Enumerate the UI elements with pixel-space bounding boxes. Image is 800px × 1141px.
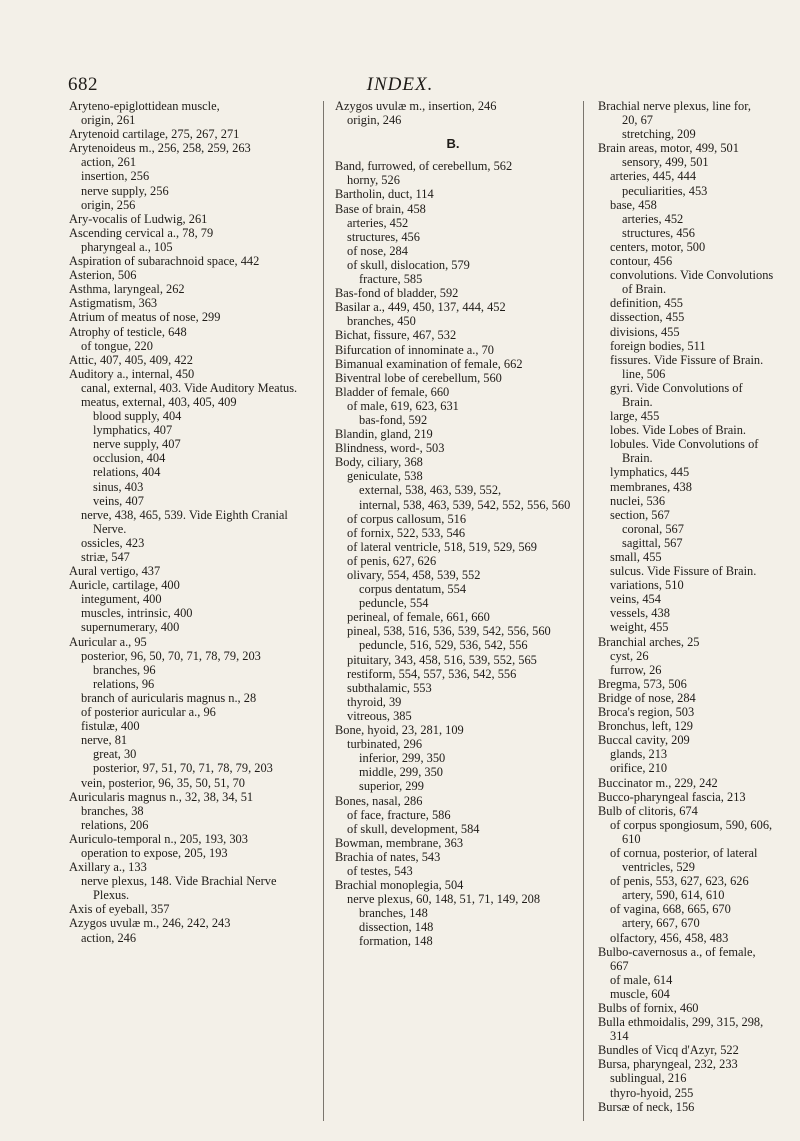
index-entry: large, 455 bbox=[610, 409, 660, 424]
index-entry: of skull, development, 584 bbox=[347, 821, 480, 836]
index-entry: Bifurcation of innominate a., 70 bbox=[335, 342, 494, 357]
index-entry: Bulb of clitoris, 674 bbox=[598, 803, 698, 818]
index-entry: nerve, 81 bbox=[81, 733, 128, 748]
index-entry: Bursæ of neck, 156 bbox=[598, 1099, 695, 1114]
index-entry: Atrium of meatus of nose, 299 bbox=[69, 310, 221, 325]
index-entry: of skull, dislocation, 579 bbox=[347, 257, 470, 272]
index-entry: subthalamic, 553 bbox=[347, 680, 432, 695]
index-entry: olivary, 554, 458, 539, 552 bbox=[347, 568, 481, 582]
index-entry: action, 246 bbox=[81, 930, 137, 945]
index-entry: of penis, 627, 626 bbox=[347, 553, 437, 568]
index-entry: of nose, 284 bbox=[347, 243, 408, 258]
index-column-3 bbox=[598, 99, 776, 1114]
page-number: 682 bbox=[68, 74, 98, 95]
index-entry: foreign bodies, 511 bbox=[610, 338, 706, 353]
index-entry: muscles, intrinsic, 400 bbox=[81, 606, 193, 621]
index-entry: striæ, 547 bbox=[81, 550, 130, 564]
index-entry: divisions, 455 bbox=[610, 324, 680, 339]
index-entry: centers, motor, 500 bbox=[610, 239, 706, 254]
index-entry: of corpus spongiosum, 590, 606, 610 bbox=[610, 817, 773, 846]
index-entry: Aspiration of subarachnoid space, 442 bbox=[69, 254, 260, 269]
index-entry: vein, posterior, 96, 35, 50, 51, 70 bbox=[81, 775, 246, 790]
index-entry: Brachia of nates, 543 bbox=[335, 849, 441, 864]
index-entry: Broca's region, 503 bbox=[598, 705, 695, 720]
index-entry: of corpus callosum, 516 bbox=[347, 511, 467, 526]
index-entry: of tongue, 220 bbox=[81, 338, 153, 353]
index-entry: of face, fracture, 586 bbox=[347, 807, 451, 822]
index-entry: origin, 256 bbox=[81, 197, 136, 212]
index-column-2 bbox=[335, 99, 571, 949]
index-entry: of posterior auricular a., 96 bbox=[81, 705, 216, 720]
index-entry: arteries, 452 bbox=[622, 211, 684, 226]
index-entry: of testes, 543 bbox=[347, 863, 413, 878]
index-entry: Atrophy of testicle, 648 bbox=[69, 324, 187, 339]
index-entry: action, 261 bbox=[81, 155, 137, 170]
index-entry: Bursa, pharyngeal, 232, 233 bbox=[598, 1057, 738, 1072]
index-entry: Bulbo-cavernosus a., of female, 667 bbox=[598, 944, 756, 973]
index-entry: of penis, 553, 627, 623, 626 bbox=[610, 874, 749, 889]
index-entry: Aryteno-epiglottidean muscle, bbox=[69, 99, 220, 113]
index-entry: origin, 246 bbox=[347, 113, 402, 128]
index-entry: Brain areas, motor, 499, 501 bbox=[598, 141, 739, 156]
index-entry: great, 30 bbox=[93, 747, 137, 762]
index-entry: Buccal cavity, 209 bbox=[598, 733, 690, 748]
index-entry: branch of auricularis magnus n., 28 bbox=[81, 690, 257, 705]
column-rule bbox=[583, 101, 584, 1121]
index-entry: structures, 456 bbox=[347, 229, 420, 244]
index-entry: Bronchus, left, 129 bbox=[598, 719, 693, 734]
index-entry: nerve supply, 256 bbox=[81, 183, 169, 198]
index-entry: Astigmatism, 363 bbox=[69, 296, 158, 311]
index-entry: Bladder of female, 660 bbox=[335, 384, 450, 399]
index-entry: olfactory, 456, 458, 483 bbox=[610, 930, 729, 945]
index-entry: Axillary a., 133 bbox=[69, 860, 147, 875]
index-entry: line, 506 bbox=[622, 366, 666, 381]
index-entry: of male, 619, 623, 631 bbox=[347, 398, 459, 413]
index-entry: Azygos uvulæ m., insertion, 246 bbox=[335, 99, 497, 113]
index-entry: Bones, nasal, 286 bbox=[335, 793, 423, 808]
index-entry: Auditory a., internal, 450 bbox=[69, 366, 195, 381]
index-entry: Bone, hyoid, 23, 281, 109 bbox=[335, 723, 464, 738]
index-entry: pituitary, 343, 458, 516, 539, 552, 565 bbox=[347, 652, 537, 667]
index-entry: peduncle, 554 bbox=[359, 596, 429, 611]
index-entry: Auricularis magnus n., 32, 38, 34, 51 bbox=[69, 789, 254, 804]
index-entry: Axis of eyeball, 357 bbox=[69, 902, 170, 917]
index-entry: lobes. Vide Lobes of Brain. bbox=[610, 423, 746, 438]
index-entry: sinus, 403 bbox=[93, 479, 144, 494]
index-entry: relations, 96 bbox=[93, 676, 155, 691]
index-entry: Biventral lobe of cerebellum, 560 bbox=[335, 370, 502, 385]
index-entry: weight, 455 bbox=[610, 620, 669, 635]
index-entry: Bregma, 573, 506 bbox=[598, 676, 687, 691]
index-entry: of cornua, posterior, of lateral ventricles, 529 bbox=[610, 845, 758, 875]
index-entry: sulcus. Vide Fissure of Brain. bbox=[610, 564, 757, 579]
index-entry: sublingual, 216 bbox=[610, 1071, 687, 1086]
index-entry: furrow, 26 bbox=[610, 662, 662, 677]
index-entry: integument, 400 bbox=[81, 592, 162, 607]
index-entry: branches, 450 bbox=[347, 314, 416, 329]
index-entry: formation, 148 bbox=[359, 934, 433, 949]
index-entry: of fornix, 522, 533, 546 bbox=[347, 525, 466, 540]
index-entry: Auricle, cartilage, 400 bbox=[69, 578, 180, 593]
index-entry: sagittal, 567 bbox=[622, 535, 683, 550]
index-entry: Blindness, word-, 503 bbox=[335, 441, 445, 456]
index-entry: arteries, 445, 444 bbox=[610, 169, 697, 184]
index-entry: operation to expose, 205, 193 bbox=[81, 845, 228, 860]
index-entry: posterior, 96, 50, 70, 71, 78, 79, 203 bbox=[81, 648, 261, 663]
index-entry: convolutions. Vide Convolutions of Brain. bbox=[610, 268, 774, 297]
index-entry: cyst, 26 bbox=[610, 648, 649, 663]
index-entry: occlusion, 404 bbox=[93, 451, 166, 466]
index-entry: Bas-fond of bladder, 592 bbox=[335, 286, 459, 301]
index-entry: turbinated, 296 bbox=[347, 737, 423, 752]
index-entry: fissures. Vide Fissure of Brain. bbox=[610, 352, 764, 367]
index-entry: arteries, 452 bbox=[347, 215, 409, 230]
index-entry: Azygos uvulæ m., 246, 242, 243 bbox=[69, 916, 231, 931]
index-entry: Bridge of nose, 284 bbox=[598, 690, 696, 705]
index-entry: of vagina, 668, 665, 670 bbox=[610, 902, 731, 917]
index-entry: veins, 407 bbox=[93, 493, 144, 508]
index-entry: nerve, 438, 465, 539. Vide Eighth Cranial Nerve. bbox=[81, 507, 288, 536]
index-entry: fracture, 585 bbox=[359, 272, 423, 287]
index-entry: glands, 213 bbox=[610, 747, 668, 762]
index-entry: branches, 96 bbox=[93, 662, 156, 677]
index-entry: Branchial arches, 25 bbox=[598, 634, 700, 649]
index-entry: Bartholin, duct, 114 bbox=[335, 187, 434, 202]
index-entry: Bulla ethmoidalis, 299, 315, 298, 314 bbox=[598, 1015, 764, 1044]
index-entry: relations, 404 bbox=[93, 465, 161, 480]
index-entry: relations, 206 bbox=[81, 817, 149, 832]
index-entry: Bundles of Vicq d'Azyr, 522 bbox=[598, 1043, 739, 1058]
index-entry: vessels, 438 bbox=[610, 606, 670, 621]
index-entry: veins, 454 bbox=[610, 592, 661, 607]
index-entry: meatus, external, 403, 405, 409 bbox=[81, 394, 237, 409]
index-entry: structures, 456 bbox=[622, 225, 695, 240]
index-entry: corpus dentatum, 554 bbox=[359, 582, 467, 597]
index-entry: bas-fond, 592 bbox=[359, 412, 428, 427]
index-entry: Aural vertigo, 437 bbox=[69, 564, 161, 579]
index-entry: artery, 590, 614, 610 bbox=[622, 888, 725, 903]
index-entry: lobules. Vide Convolutions of Brain. bbox=[610, 437, 759, 466]
index-entry: posterior, 97, 51, 70, 71, 78, 79, 203 bbox=[93, 761, 273, 776]
index-entry: dissection, 455 bbox=[610, 310, 685, 325]
index-entry: Arytenoideus m., 256, 258, 259, 263 bbox=[69, 141, 251, 156]
index-entry: Body, ciliary, 368 bbox=[335, 455, 423, 470]
index-entry: external, 538, 463, 539, 552, bbox=[359, 483, 502, 498]
index-entry: Brachial monoplegia, 504 bbox=[335, 878, 464, 893]
index-entry: of lateral ventricle, 518, 519, 529, 569 bbox=[347, 539, 537, 554]
index-entry: middle, 299, 350 bbox=[359, 765, 443, 780]
index-entry: Bimanual examination of female, 662 bbox=[335, 356, 523, 371]
index-entry: Band, furrowed, of cerebellum, 562 bbox=[335, 159, 513, 174]
index-entry: Basilar a., 449, 450, 137, 444, 452 bbox=[335, 300, 506, 315]
index-entry: branches, 148 bbox=[359, 906, 428, 921]
index-entry: thyro-hyoid, 255 bbox=[610, 1085, 694, 1100]
index-entry: Bichat, fissure, 467, 532 bbox=[335, 328, 457, 343]
index-entry: branches, 38 bbox=[81, 803, 144, 818]
index-entry: peduncle, 516, 529, 536, 542, 556 bbox=[359, 638, 528, 653]
index-entry: Bucco-pharyngeal fascia, 213 bbox=[598, 789, 746, 804]
index-entry: section, 567 bbox=[610, 507, 670, 522]
index-entry: definition, 455 bbox=[610, 296, 683, 311]
index-entry: origin, 261 bbox=[81, 113, 136, 128]
index-entry: thyroid, 39 bbox=[347, 694, 402, 709]
index-entry: Auriculo-temporal n., 205, 193, 303 bbox=[69, 831, 248, 846]
index-entry: of male, 614 bbox=[610, 972, 673, 987]
index-entry: Attic, 407, 405, 409, 422 bbox=[69, 352, 193, 367]
index-entry: dissection, 148 bbox=[359, 920, 434, 935]
index-entry: superior, 299 bbox=[359, 779, 424, 794]
index-entry: horny, 526 bbox=[347, 173, 400, 188]
index-column-1 bbox=[69, 99, 311, 945]
index-entry: supernumerary, 400 bbox=[81, 620, 180, 635]
index-entry: internal, 538, 463, 539, 542, 552, 556, 560 bbox=[359, 497, 571, 512]
index-entry: Ascending cervical a., 78, 79 bbox=[69, 225, 214, 240]
index-entry: vitreous, 385 bbox=[347, 708, 412, 723]
index-entry: Buccinator m., 229, 242 bbox=[598, 775, 718, 790]
index-entry: sensory, 499, 501 bbox=[622, 155, 709, 170]
index-entry: Ary-vocalis of Ludwig, 261 bbox=[69, 211, 208, 226]
index-entry: nerve plexus, 148. Vide Brachial Nerve Plexus. bbox=[81, 874, 277, 903]
column-rule bbox=[323, 101, 324, 1121]
index-entry: pineal, 538, 516, 536, 539, 542, 556, 560 bbox=[347, 624, 551, 639]
index-entry: Base of brain, 458 bbox=[335, 201, 426, 216]
index-entry: pharyngeal a., 105 bbox=[81, 239, 173, 254]
index-entry: 20, 67 bbox=[622, 113, 653, 128]
index-entry: Auricular a., 95 bbox=[69, 634, 147, 649]
index-entry: gyri. Vide Convolutions of Brain. bbox=[610, 380, 743, 409]
index-entry: canal, external, 403. Vide Auditory Meatus. bbox=[81, 380, 298, 395]
index-entry: lymphatics, 407 bbox=[93, 423, 173, 438]
index-entry: nerve plexus, 60, 148, 51, 71, 149, 208 bbox=[347, 892, 541, 907]
index-entry: Blandin, gland, 219 bbox=[335, 427, 433, 442]
index-entry: Brachial nerve plexus, line for, bbox=[598, 99, 751, 113]
index-entry: Asthma, laryngeal, 262 bbox=[69, 282, 185, 297]
index-entry: restiform, 554, 557, 536, 542, 556 bbox=[347, 666, 517, 681]
index-entry: perineal, of female, 661, 660 bbox=[347, 610, 490, 625]
index-entry: stretching, 209 bbox=[622, 127, 696, 142]
index-entry: blood supply, 404 bbox=[93, 409, 182, 424]
index-entry: inferior, 299, 350 bbox=[359, 751, 446, 766]
index-entry: Asterion, 506 bbox=[69, 268, 137, 283]
section-letter: B. bbox=[446, 136, 460, 152]
index-entry: artery, 667, 670 bbox=[622, 916, 700, 931]
index-entry: orifice, 210 bbox=[610, 761, 668, 776]
running-head: INDEX. bbox=[366, 74, 434, 95]
index-entry: Bulbs of fornix, 460 bbox=[598, 1001, 699, 1015]
index-entry: variations, 510 bbox=[610, 578, 684, 593]
index-entry: muscle, 604 bbox=[610, 986, 670, 1001]
index-entry: nerve supply, 407 bbox=[93, 437, 181, 452]
index-entry: lymphatics, 445 bbox=[610, 465, 690, 480]
index-entry: insertion, 256 bbox=[81, 169, 150, 184]
index-entry: base, 458 bbox=[610, 197, 657, 212]
index-entry: small, 455 bbox=[610, 550, 662, 564]
index-entry: Arytenoid cartilage, 275, 267, 271 bbox=[69, 127, 240, 142]
index-entry: fistulæ, 400 bbox=[81, 719, 140, 734]
index-entry: Bowman, membrane, 363 bbox=[335, 835, 464, 850]
index-entry: coronal, 567 bbox=[622, 521, 684, 536]
index-entry: geniculate, 538 bbox=[347, 469, 423, 484]
index-entry: nuclei, 536 bbox=[610, 493, 666, 508]
index-entry: peculiarities, 453 bbox=[622, 183, 708, 198]
index-entry: contour, 456 bbox=[610, 254, 673, 269]
index-entry: ossicles, 423 bbox=[81, 535, 145, 550]
index-entry: membranes, 438 bbox=[610, 479, 692, 494]
